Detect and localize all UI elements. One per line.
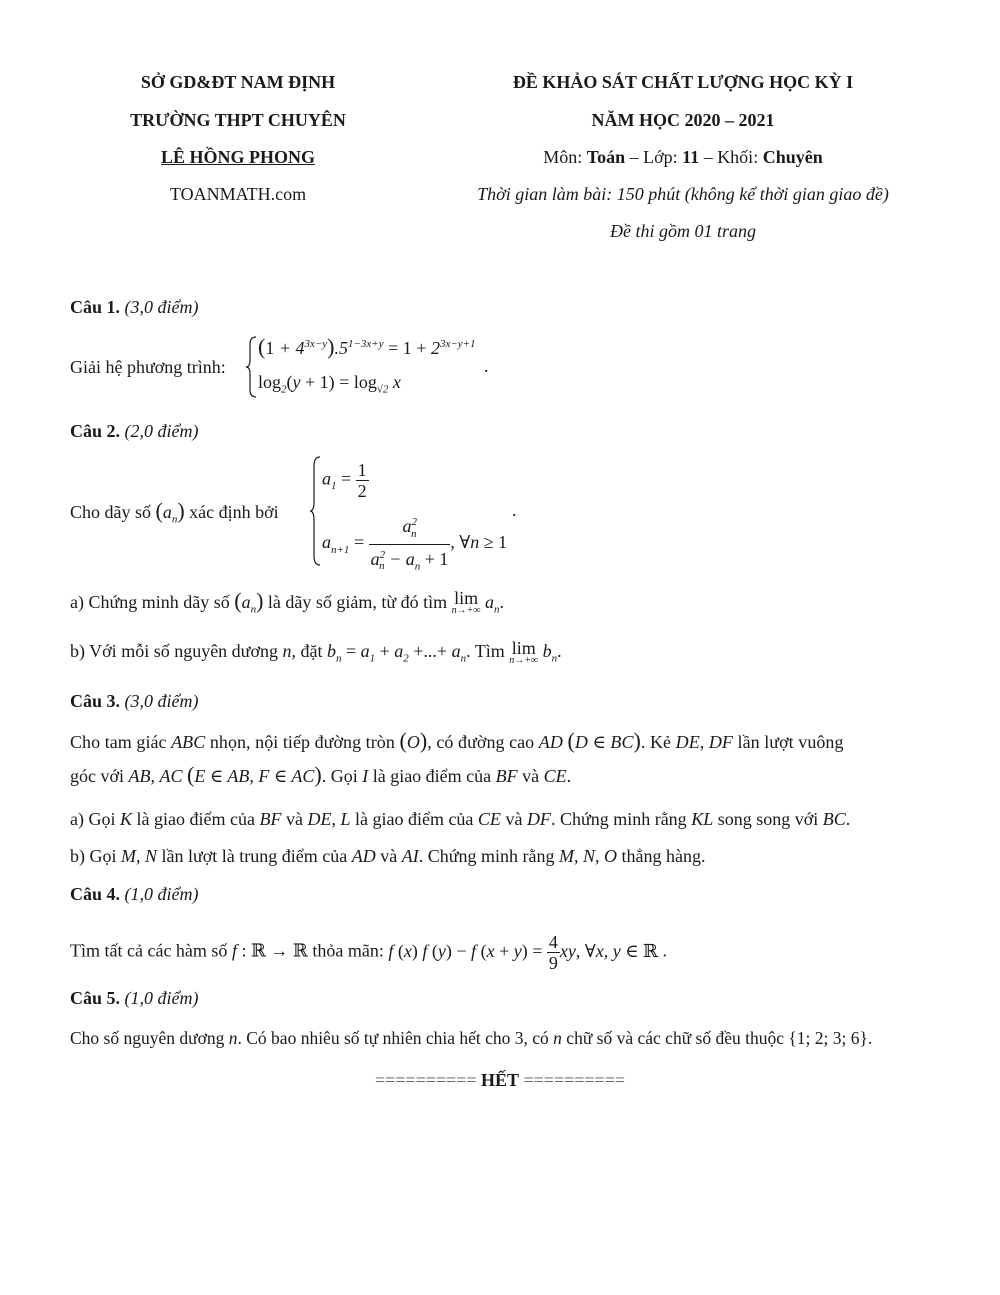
q1-heading: Câu 1. (3,0 điểm): [70, 297, 199, 317]
exam-title: ĐỀ KHẢO SÁT CHẤT LƯỢNG HỌC KỲ I: [512, 72, 854, 92]
q4-heading: Câu 4. (1,0 điểm): [70, 884, 199, 904]
end-marker: [0, 1070, 1000, 1091]
q3-heading: Câu 3. (3,0 điểm): [70, 691, 199, 711]
q1-system-brace: [246, 336, 258, 398]
q1-lead: Giải hệ phương trình:: [70, 357, 226, 377]
grade-value: 11: [682, 147, 700, 167]
q3-paragraph-line1: Cho tam giác ABC nhọn, nội tiếp đường tròn (O), có đường cao AD (D ∈ BC). Kẻ DE, DF lần lượt vuông: [70, 728, 844, 753]
q2-system-brace: [310, 456, 322, 566]
site-name: TOANMATH.com: [169, 184, 307, 204]
q2-recurrence: $a_{n+1}$ = $\frac{a^2_n}{a^2_n - a_n + 1}$ , ∀n ≥ 1: [322, 512, 507, 576]
stream-value: Chuyên: [762, 147, 823, 167]
school-year: NĂM HỌC 2020 – 2021: [591, 110, 775, 130]
q2-period: .: [512, 500, 517, 520]
end-rule-right: ==========: [523, 1070, 626, 1090]
subject-value: Toán: [586, 147, 626, 167]
q3-paragraph-line2: góc với AB, AC (E ∈ AB, F ∈ AC). Gọi I là giao điểm của BF và CE.: [70, 762, 572, 787]
time-limit: Thời gian làm bài: 150 phút (không kể thời gian giao đề): [477, 184, 889, 204]
q1-period: .: [484, 356, 489, 376]
end-rule-left: ==========: [374, 1070, 477, 1090]
end-label: HẾT: [480, 1070, 519, 1090]
subject-line: [438, 147, 928, 167]
q5-heading: Câu 5. (1,0 điểm): [70, 988, 199, 1008]
q2-part-b: b) Với mỗi số nguyên dương n, đặt $b_n = a_1 + a_2$ +...+ $a_n$. Tìm lim n→+∞ $b_n$.: [70, 638, 562, 666]
subject-label: Môn:: [543, 147, 587, 167]
stream-label: – Khối:: [699, 147, 763, 167]
q5-statement: Cho số nguyên dương n. Có bao nhiêu số tự nhiên chia hết cho 3, có n chữ số và các chữ số đều thuộc {1; 2; 3; 6}.: [70, 1028, 873, 1048]
q4-statement: Tìm tất cả các hàm số f : ℝ → ℝ thỏa mãn: f (x) f (y) − f (x + y) = $\frac{4}{9}$ xy, ∀x, y ∈ ℝ .: [70, 932, 668, 973]
q2-part-a: a) Chứng minh dãy số $(a_n)$ là dãy số giảm, từ đó tìm lim n→+∞ $a_n$.: [70, 588, 505, 616]
q1-equation-2: $\log_2(y + 1) = \log_{√2} x$: [258, 372, 401, 396]
q2-initial-term: $a_1$ = $\frac{1}{2}$: [322, 460, 367, 501]
school-name-line1: TRƯỜNG THPT CHUYÊN: [130, 110, 346, 130]
page-count: Đề thi gồm 01 trang: [610, 221, 756, 241]
q2-heading: Câu 2. (2,0 điểm): [70, 421, 199, 441]
q3-part-a: a) Gọi K là giao điểm của BF và DE, L là giao điểm của CE và DF. Chứng minh rằng KL song song với BC.: [70, 809, 851, 829]
q1-equation-1: $(1 + 4^{3x-y}).5^{1-3x+y} = 1 + 2^{3x-y+1}$: [258, 334, 476, 359]
q2-lead: Cho dãy số $(a_n)$ xác định bởi: [70, 498, 279, 526]
grade-label: – Lớp:: [625, 147, 683, 167]
q3-part-b: b) Gọi M, N lần lượt là trung điểm của AD và AI. Chứng minh rằng M, N, O thẳng hàng.: [70, 846, 706, 866]
school-name-line2: LÊ HỒNG PHONG: [160, 147, 315, 167]
department-name: SỞ GD&ĐT NAM ĐỊNH: [140, 72, 336, 92]
